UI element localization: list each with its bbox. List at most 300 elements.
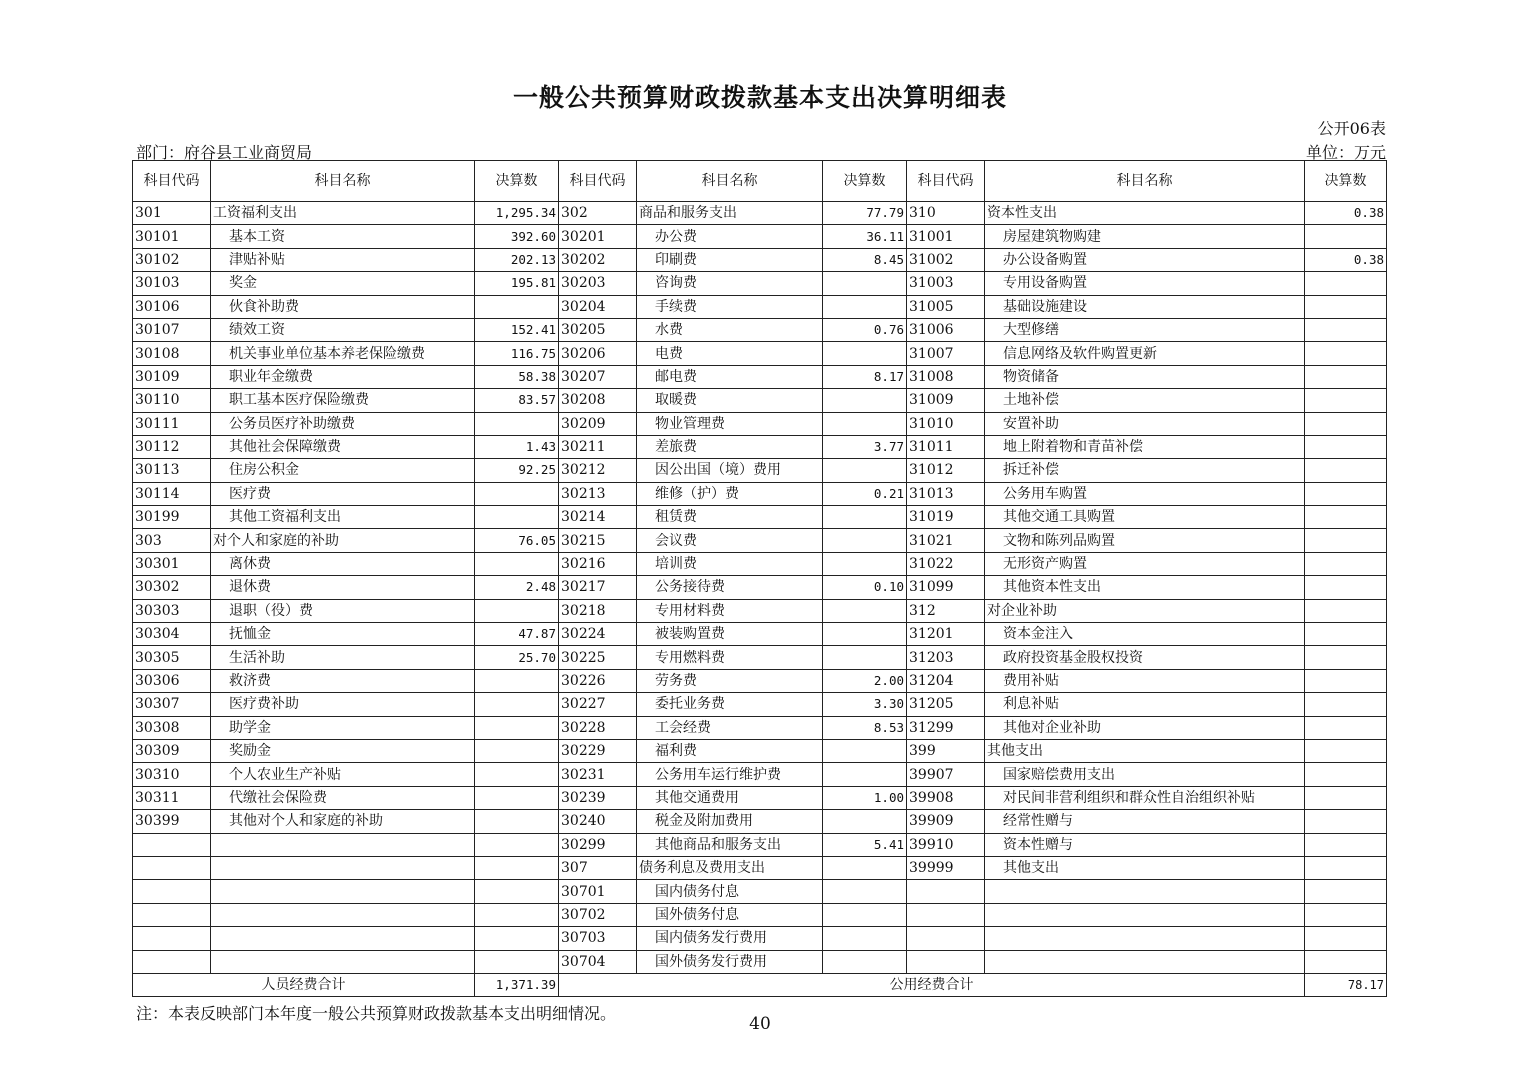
subject-code-cell: 30209 <box>559 412 637 435</box>
amount-cell <box>1305 365 1387 388</box>
table-row <box>133 786 1387 809</box>
amount-cell: 0.10 <box>823 576 907 599</box>
subject-name-cell: 公务接待费 <box>637 576 823 599</box>
table-body <box>133 202 1387 974</box>
subject-code-cell <box>907 903 985 926</box>
amount-cell <box>475 599 559 622</box>
subject-name-cell: 文物和陈列品购置 <box>985 529 1305 552</box>
amount-cell <box>1305 459 1387 482</box>
subject-name-cell: 基本工资 <box>211 225 475 248</box>
subject-name-cell: 职业年金缴费 <box>211 365 475 388</box>
report-title: 一般公共预算财政拨款基本支出决算明细表 <box>512 83 1007 112</box>
header-amount: 决算数 <box>1305 161 1387 202</box>
table-row <box>133 716 1387 739</box>
amount-cell <box>1305 786 1387 809</box>
subject-name-cell <box>211 833 475 856</box>
amount-cell <box>1305 669 1387 692</box>
amount-cell <box>823 950 907 973</box>
subject-name-cell: 其他资本性支出 <box>985 576 1305 599</box>
subject-name-cell <box>211 856 475 879</box>
table-row <box>133 693 1387 716</box>
subject-name-cell: 物业管理费 <box>637 412 823 435</box>
amount-cell: 77.79 <box>823 202 907 225</box>
subject-code-cell: 30205 <box>559 318 637 341</box>
subject-name-cell: 绩效工资 <box>211 318 475 341</box>
subject-name-cell: 其他支出 <box>985 856 1305 879</box>
subject-name-cell <box>985 950 1305 973</box>
subject-code-cell: 30102 <box>133 248 211 271</box>
department-label: 部门：府谷县工业商贸局 <box>136 143 313 162</box>
subject-name-cell: 大型修缮 <box>985 318 1305 341</box>
amount-cell <box>1305 880 1387 903</box>
subject-name-cell: 经常性赠与 <box>985 810 1305 833</box>
table-row <box>133 623 1387 646</box>
subject-code-cell: 30225 <box>559 646 637 669</box>
subject-name-cell: 维修（护）费 <box>637 482 823 505</box>
subject-code-cell: 39909 <box>907 810 985 833</box>
amount-cell <box>1305 295 1387 318</box>
subject-code-cell: 30307 <box>133 693 211 716</box>
amount-cell: 0.38 <box>1305 202 1387 225</box>
subject-name-cell: 信息网络及软件购置更新 <box>985 342 1305 365</box>
subject-name-cell: 其他交通费用 <box>637 786 823 809</box>
subject-name-cell: 因公出国（境）费用 <box>637 459 823 482</box>
subject-code-cell <box>133 833 211 856</box>
subject-name-cell: 其他交通工具购置 <box>985 506 1305 529</box>
subject-code-cell: 30702 <box>559 903 637 926</box>
subject-code-cell: 30701 <box>559 880 637 903</box>
subject-code-cell: 30216 <box>559 552 637 575</box>
amount-cell <box>823 506 907 529</box>
amount-cell <box>1305 763 1387 786</box>
subject-code-cell: 30207 <box>559 365 637 388</box>
subject-code-cell: 39999 <box>907 856 985 879</box>
amount-cell <box>823 552 907 575</box>
subject-code-cell: 30299 <box>559 833 637 856</box>
subject-code-cell: 30310 <box>133 763 211 786</box>
amount-cell: 0.21 <box>823 482 907 505</box>
personnel-total-amount: 1,371.39 <box>475 973 559 996</box>
subject-name-cell: 债务利息及费用支出 <box>637 856 823 879</box>
subject-name-cell: 其他工资福利支出 <box>211 506 475 529</box>
subject-name-cell: 税金及附加费用 <box>637 810 823 833</box>
subject-code-cell: 39910 <box>907 833 985 856</box>
subject-name-cell: 国家赔偿费用支出 <box>985 763 1305 786</box>
subject-name-cell: 国外债务付息 <box>637 903 823 926</box>
subject-code-cell: 31205 <box>907 693 985 716</box>
amount-cell: 92.25 <box>475 459 559 482</box>
amount-cell <box>1305 552 1387 575</box>
subject-code-cell: 30306 <box>133 669 211 692</box>
amount-cell <box>475 763 559 786</box>
amount-cell: 392.60 <box>475 225 559 248</box>
amount-cell: 5.41 <box>823 833 907 856</box>
table-row <box>133 927 1387 950</box>
subject-name-cell: 会议费 <box>637 529 823 552</box>
header-name: 科目名称 <box>637 161 823 202</box>
subject-code-cell: 30301 <box>133 552 211 575</box>
table-row <box>133 389 1387 412</box>
subject-code-cell: 30240 <box>559 810 637 833</box>
subject-code-cell: 30213 <box>559 482 637 505</box>
subject-code-cell: 31012 <box>907 459 985 482</box>
header-amount: 决算数 <box>823 161 907 202</box>
subject-name-cell <box>211 950 475 973</box>
subject-code-cell: 30110 <box>133 389 211 412</box>
amount-cell: 0.76 <box>823 318 907 341</box>
subject-code-cell <box>133 950 211 973</box>
amount-cell <box>1305 506 1387 529</box>
amount-cell <box>823 927 907 950</box>
subject-code-cell: 30704 <box>559 950 637 973</box>
table-header-row <box>133 161 1387 202</box>
subject-name-cell: 培训费 <box>637 552 823 575</box>
subject-name-cell: 工会经费 <box>637 716 823 739</box>
subject-name-cell: 费用补贴 <box>985 669 1305 692</box>
subject-name-cell: 抚恤金 <box>211 623 475 646</box>
amount-cell <box>1305 318 1387 341</box>
subject-code-cell: 31001 <box>907 225 985 248</box>
subject-code-cell: 31009 <box>907 389 985 412</box>
subject-name-cell: 其他支出 <box>985 739 1305 762</box>
amount-cell <box>1305 716 1387 739</box>
subject-name-cell: 其他对个人和家庭的补助 <box>211 810 475 833</box>
subject-code-cell <box>907 927 985 950</box>
subject-name-cell <box>985 880 1305 903</box>
subject-code-cell: 31003 <box>907 272 985 295</box>
subject-name-cell: 地上附着物和青苗补偿 <box>985 435 1305 458</box>
amount-cell: 8.53 <box>823 716 907 739</box>
table-row <box>133 529 1387 552</box>
header-name: 科目名称 <box>985 161 1305 202</box>
amount-cell: 8.17 <box>823 365 907 388</box>
amount-cell: 1.43 <box>475 435 559 458</box>
subject-code-cell: 31007 <box>907 342 985 365</box>
subject-name-cell: 福利费 <box>637 739 823 762</box>
subject-name-cell: 委托业务费 <box>637 693 823 716</box>
table-row <box>133 365 1387 388</box>
amount-cell: 2.48 <box>475 576 559 599</box>
subject-code-cell: 30107 <box>133 318 211 341</box>
subject-name-cell: 咨询费 <box>637 272 823 295</box>
subject-code-cell: 30202 <box>559 248 637 271</box>
subject-code-cell: 30239 <box>559 786 637 809</box>
subject-code-cell: 31008 <box>907 365 985 388</box>
unit-label: 单位：万元 <box>1305 143 1386 162</box>
subject-code-cell: 310 <box>907 202 985 225</box>
amount-cell <box>1305 810 1387 833</box>
amount-cell <box>475 295 559 318</box>
amount-cell <box>475 669 559 692</box>
subject-code-cell: 30302 <box>133 576 211 599</box>
subject-code-cell: 30399 <box>133 810 211 833</box>
amount-cell: 116.75 <box>475 342 559 365</box>
subject-code-cell: 31021 <box>907 529 985 552</box>
subject-name-cell: 被装购置费 <box>637 623 823 646</box>
table-row <box>133 739 1387 762</box>
subject-code-cell: 30305 <box>133 646 211 669</box>
subject-name-cell: 水费 <box>637 318 823 341</box>
amount-cell <box>1305 412 1387 435</box>
subject-name-cell <box>211 880 475 903</box>
subject-name-cell <box>985 903 1305 926</box>
table-row <box>133 272 1387 295</box>
table-row <box>133 576 1387 599</box>
public-total-label: 公用经费合计 <box>559 973 1305 996</box>
subject-code-cell: 30224 <box>559 623 637 646</box>
table-row <box>133 412 1387 435</box>
amount-cell: 47.87 <box>475 623 559 646</box>
subject-name-cell: 办公费 <box>637 225 823 248</box>
subject-name-cell: 其他商品和服务支出 <box>637 833 823 856</box>
amount-cell <box>1305 272 1387 295</box>
subject-code-cell: 30217 <box>559 576 637 599</box>
subject-name-cell: 专用燃料费 <box>637 646 823 669</box>
subject-name-cell: 国外债务发行费用 <box>637 950 823 973</box>
subject-name-cell: 个人农业生产补贴 <box>211 763 475 786</box>
amount-cell: 202.13 <box>475 248 559 271</box>
subject-code-cell: 30303 <box>133 599 211 622</box>
subject-code-cell: 30106 <box>133 295 211 318</box>
amount-cell <box>823 646 907 669</box>
subject-name-cell: 邮电费 <box>637 365 823 388</box>
amount-cell <box>823 342 907 365</box>
subject-name-cell: 无形资产购置 <box>985 552 1305 575</box>
table-row <box>133 202 1387 225</box>
subject-name-cell: 房屋建筑物购建 <box>985 225 1305 248</box>
amount-cell <box>475 482 559 505</box>
subject-code-cell: 31002 <box>907 248 985 271</box>
footnote: 注：本表反映部门本年度一般公共预算财政拨款基本支出明细情况。 <box>136 1004 617 1023</box>
amount-cell: 195.81 <box>475 272 559 295</box>
subject-name-cell: 政府投资基金股权投资 <box>985 646 1305 669</box>
subject-name-cell: 租赁费 <box>637 506 823 529</box>
subject-code-cell: 31013 <box>907 482 985 505</box>
subject-code-cell: 31010 <box>907 412 985 435</box>
subject-name-cell: 伙食补助费 <box>211 295 475 318</box>
subject-code-cell: 31299 <box>907 716 985 739</box>
amount-cell: 76.05 <box>475 529 559 552</box>
amount-cell: 25.70 <box>475 646 559 669</box>
subject-name-cell: 对企业补助 <box>985 599 1305 622</box>
subject-name-cell: 差旅费 <box>637 435 823 458</box>
subject-code-cell: 39907 <box>907 763 985 786</box>
subject-name-cell: 津贴补贴 <box>211 248 475 271</box>
subject-name-cell: 职工基本医疗保险缴费 <box>211 389 475 412</box>
amount-cell: 2.00 <box>823 669 907 692</box>
amount-cell <box>475 412 559 435</box>
amount-cell <box>823 459 907 482</box>
amount-cell <box>475 739 559 762</box>
table-row <box>133 810 1387 833</box>
subject-name-cell: 退职（役）费 <box>211 599 475 622</box>
table-row <box>133 295 1387 318</box>
subject-code-cell: 303 <box>133 529 211 552</box>
amount-cell <box>1305 856 1387 879</box>
subject-name-cell <box>985 927 1305 950</box>
amount-cell <box>1305 342 1387 365</box>
subject-name-cell: 公务用车运行维护费 <box>637 763 823 786</box>
amount-cell <box>823 763 907 786</box>
amount-cell: 3.77 <box>823 435 907 458</box>
subject-name-cell: 基础设施建设 <box>985 295 1305 318</box>
subject-name-cell: 拆迁补偿 <box>985 459 1305 482</box>
table-row <box>133 599 1387 622</box>
subject-name-cell: 土地补偿 <box>985 389 1305 412</box>
subject-code-cell: 30108 <box>133 342 211 365</box>
header-name: 科目名称 <box>211 161 475 202</box>
table-row <box>133 833 1387 856</box>
subject-code-cell: 30111 <box>133 412 211 435</box>
subject-name-cell: 离休费 <box>211 552 475 575</box>
header-code: 科目代码 <box>559 161 637 202</box>
subject-name-cell: 安置补助 <box>985 412 1305 435</box>
subject-code-cell: 30206 <box>559 342 637 365</box>
subject-code-cell: 30114 <box>133 482 211 505</box>
totals-row <box>133 973 1387 996</box>
subject-name-cell: 专用材料费 <box>637 599 823 622</box>
page-number: 40 <box>749 1014 771 1034</box>
amount-cell <box>1305 576 1387 599</box>
subject-code-cell: 31011 <box>907 435 985 458</box>
subject-name-cell: 奖励金 <box>211 739 475 762</box>
subject-code-cell: 30212 <box>559 459 637 482</box>
subject-code-cell: 30218 <box>559 599 637 622</box>
amount-cell: 152.41 <box>475 318 559 341</box>
subject-code-cell: 30231 <box>559 763 637 786</box>
amount-cell <box>823 412 907 435</box>
subject-code-cell: 30208 <box>559 389 637 412</box>
subject-code-cell: 30227 <box>559 693 637 716</box>
amount-cell: 1,295.34 <box>475 202 559 225</box>
amount-cell <box>1305 903 1387 926</box>
subject-code-cell: 30101 <box>133 225 211 248</box>
table-row <box>133 459 1387 482</box>
subject-name-cell: 办公设备购置 <box>985 248 1305 271</box>
amount-cell <box>1305 739 1387 762</box>
amount-cell <box>1305 693 1387 716</box>
amount-cell: 58.38 <box>475 365 559 388</box>
amount-cell <box>475 880 559 903</box>
subject-code-cell <box>133 856 211 879</box>
amount-cell <box>823 880 907 903</box>
amount-cell <box>475 693 559 716</box>
header-amount: 决算数 <box>475 161 559 202</box>
table-row <box>133 506 1387 529</box>
amount-cell: 8.45 <box>823 248 907 271</box>
subject-name-cell: 资本性赠与 <box>985 833 1305 856</box>
subject-name-cell: 救济费 <box>211 669 475 692</box>
subject-name-cell: 物资储备 <box>985 365 1305 388</box>
subject-code-cell <box>133 927 211 950</box>
amount-cell <box>475 950 559 973</box>
subject-name-cell: 助学金 <box>211 716 475 739</box>
table-row <box>133 552 1387 575</box>
subject-code-cell: 30229 <box>559 739 637 762</box>
table-row <box>133 903 1387 926</box>
subject-name-cell: 国内债务发行费用 <box>637 927 823 950</box>
amount-cell: 0.38 <box>1305 248 1387 271</box>
subject-name-cell: 工资福利支出 <box>211 202 475 225</box>
amount-cell <box>823 623 907 646</box>
subject-name-cell: 奖金 <box>211 272 475 295</box>
subject-code-cell: 31201 <box>907 623 985 646</box>
subject-code-cell: 31022 <box>907 552 985 575</box>
amount-cell <box>1305 225 1387 248</box>
subject-code-cell: 30203 <box>559 272 637 295</box>
subject-code-cell: 31019 <box>907 506 985 529</box>
personnel-total-label: 人员经费合计 <box>133 973 475 996</box>
subject-name-cell: 国内债务付息 <box>637 880 823 903</box>
subject-name-cell: 对个人和家庭的补助 <box>211 529 475 552</box>
amount-cell <box>475 856 559 879</box>
subject-code-cell: 312 <box>907 599 985 622</box>
amount-cell <box>823 272 907 295</box>
subject-name-cell: 资本性支出 <box>985 202 1305 225</box>
subject-name-cell: 退休费 <box>211 576 475 599</box>
subject-name-cell: 电费 <box>637 342 823 365</box>
subject-name-cell: 资本金注入 <box>985 623 1305 646</box>
subject-code-cell: 30311 <box>133 786 211 809</box>
amount-cell <box>1305 623 1387 646</box>
amount-cell <box>823 295 907 318</box>
subject-code-cell: 30228 <box>559 716 637 739</box>
table-row <box>133 318 1387 341</box>
table-row <box>133 950 1387 973</box>
subject-code-cell: 30211 <box>559 435 637 458</box>
amount-cell <box>1305 482 1387 505</box>
subject-code-cell: 31203 <box>907 646 985 669</box>
subject-code-cell: 30215 <box>559 529 637 552</box>
subject-name-cell: 对民间非营利组织和群众性自治组织补贴 <box>985 786 1305 809</box>
subject-code-cell: 30308 <box>133 716 211 739</box>
table-row <box>133 435 1387 458</box>
subject-name-cell <box>211 927 475 950</box>
subject-name-cell: 专用设备购置 <box>985 272 1305 295</box>
subject-code-cell: 31006 <box>907 318 985 341</box>
subject-code-cell: 30201 <box>559 225 637 248</box>
amount-cell <box>823 739 907 762</box>
budget-table <box>132 160 1387 997</box>
subject-code-cell: 30309 <box>133 739 211 762</box>
header-code: 科目代码 <box>133 161 211 202</box>
subject-name-cell: 机关事业单位基本养老保险缴费 <box>211 342 475 365</box>
table-row <box>133 669 1387 692</box>
subject-code-cell: 399 <box>907 739 985 762</box>
subject-name-cell: 手续费 <box>637 295 823 318</box>
subject-code-cell: 30112 <box>133 435 211 458</box>
subject-name-cell: 公务用车购置 <box>985 482 1305 505</box>
amount-cell <box>475 833 559 856</box>
subject-name-cell <box>211 903 475 926</box>
amount-cell: 36.11 <box>823 225 907 248</box>
subject-code-cell: 30113 <box>133 459 211 482</box>
subject-code-cell: 302 <box>559 202 637 225</box>
table-row <box>133 248 1387 271</box>
amount-cell <box>1305 950 1387 973</box>
subject-code-cell: 307 <box>559 856 637 879</box>
subject-name-cell: 住房公积金 <box>211 459 475 482</box>
subject-code-cell <box>907 950 985 973</box>
subject-code-cell <box>907 880 985 903</box>
subject-name-cell: 医疗费 <box>211 482 475 505</box>
header-code: 科目代码 <box>907 161 985 202</box>
subject-name-cell: 利息补贴 <box>985 693 1305 716</box>
subject-name-cell: 取暖费 <box>637 389 823 412</box>
table-row <box>133 646 1387 669</box>
subject-code-cell: 39908 <box>907 786 985 809</box>
amount-cell <box>823 599 907 622</box>
